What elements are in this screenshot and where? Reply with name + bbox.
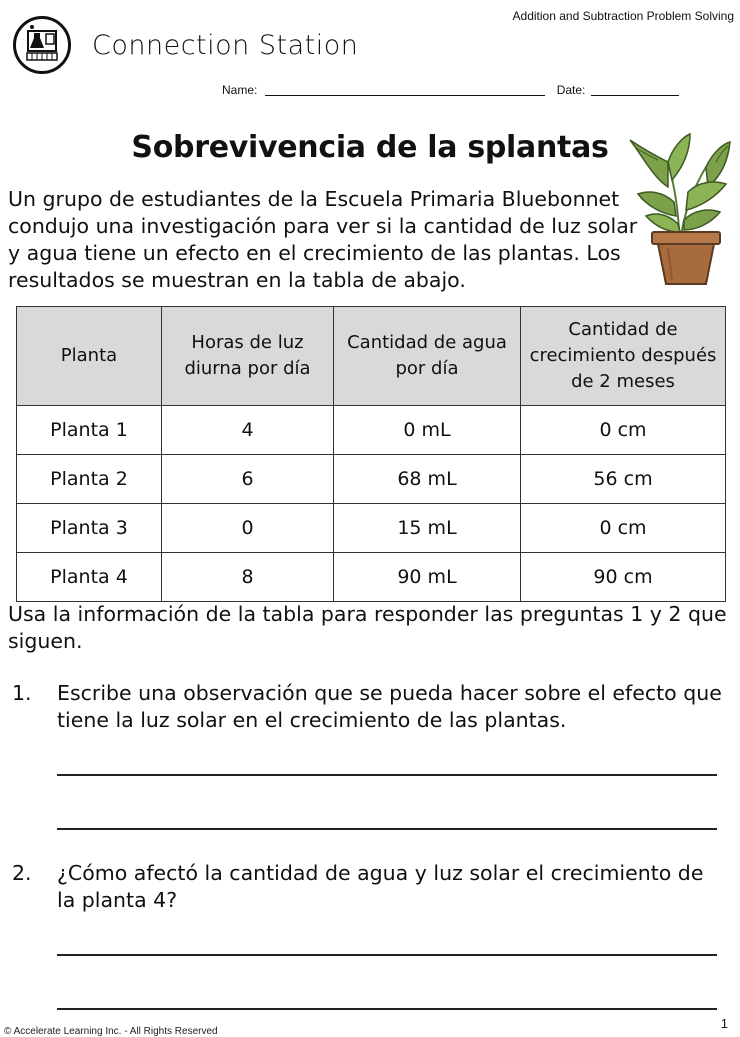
question-number: 1. <box>12 681 32 705</box>
table-cell: 0 cm <box>521 406 726 455</box>
name-date-row <box>222 83 679 97</box>
table-cell: 4 <box>162 406 334 455</box>
name-field[interactable] <box>265 95 545 96</box>
column-header: Cantidad de agua por día <box>334 307 521 406</box>
answer-line[interactable] <box>57 828 717 830</box>
brand-title: Connection Station <box>92 30 359 61</box>
answer-line[interactable] <box>57 774 717 776</box>
table-cell: Planta 1 <box>17 406 162 455</box>
table-row <box>17 406 726 455</box>
brand-logo-icon <box>13 16 71 74</box>
table-row <box>17 455 726 504</box>
table-cell: 0 <box>162 504 334 553</box>
date-label: Date: <box>556 83 586 97</box>
name-label: Name: <box>222 83 258 97</box>
intro-paragraph: Un grupo de estudiantes de la Escuela Primaria Bluebonnet condujo una investigación para ver si la cantidad de luz solar y agua tiene un efecto en el crecimiento de las plantas. Los resultados se muestran en la tabla de abajo. <box>8 187 638 292</box>
table-cell: 90 cm <box>521 553 726 602</box>
table-cell: 6 <box>162 455 334 504</box>
table-cell: 15 mL <box>334 504 521 553</box>
table-row <box>17 553 726 602</box>
column-header: Cantidad de crecimiento después de 2 meses <box>521 307 726 406</box>
table-row <box>17 504 726 553</box>
table-cell: Planta 2 <box>17 455 162 504</box>
page-number: 1 <box>720 1016 728 1031</box>
column-header: Horas de luz diurna por día <box>162 307 334 406</box>
table-cell: 0 mL <box>334 406 521 455</box>
answer-line[interactable] <box>57 954 717 956</box>
page-title: Sobrevivencia de la splantas <box>131 130 609 165</box>
table-header-row <box>17 307 726 406</box>
table-cell: Planta 4 <box>17 553 162 602</box>
question-text: ¿Cómo afectó la cantidad de agua y luz solar el crecimiento de la planta 4? <box>57 861 704 912</box>
instructions-text: Usa la información de la tabla para responder las preguntas 1 y 2 que siguen. <box>8 602 727 653</box>
table-cell: 90 mL <box>334 553 521 602</box>
table-cell: 8 <box>162 553 334 602</box>
table-cell: Planta 3 <box>17 504 162 553</box>
topic-label: Addition and Subtraction Problem Solving <box>512 9 734 23</box>
question-number: 2. <box>12 861 32 885</box>
copyright-footer: © Accelerate Learning Inc. - All Rights Reserved <box>4 1026 218 1037</box>
results-table <box>16 306 726 602</box>
column-header: Planta <box>17 307 162 406</box>
table-cell: 56 cm <box>521 455 726 504</box>
table-cell: 0 cm <box>521 504 726 553</box>
table-cell: 68 mL <box>334 455 521 504</box>
answer-line[interactable] <box>57 1008 717 1010</box>
date-field[interactable] <box>591 95 679 96</box>
question-text: Escribe una observación que se pueda hacer sobre el efecto que tiene la luz solar en el crecimiento de las plantas. <box>57 681 722 732</box>
